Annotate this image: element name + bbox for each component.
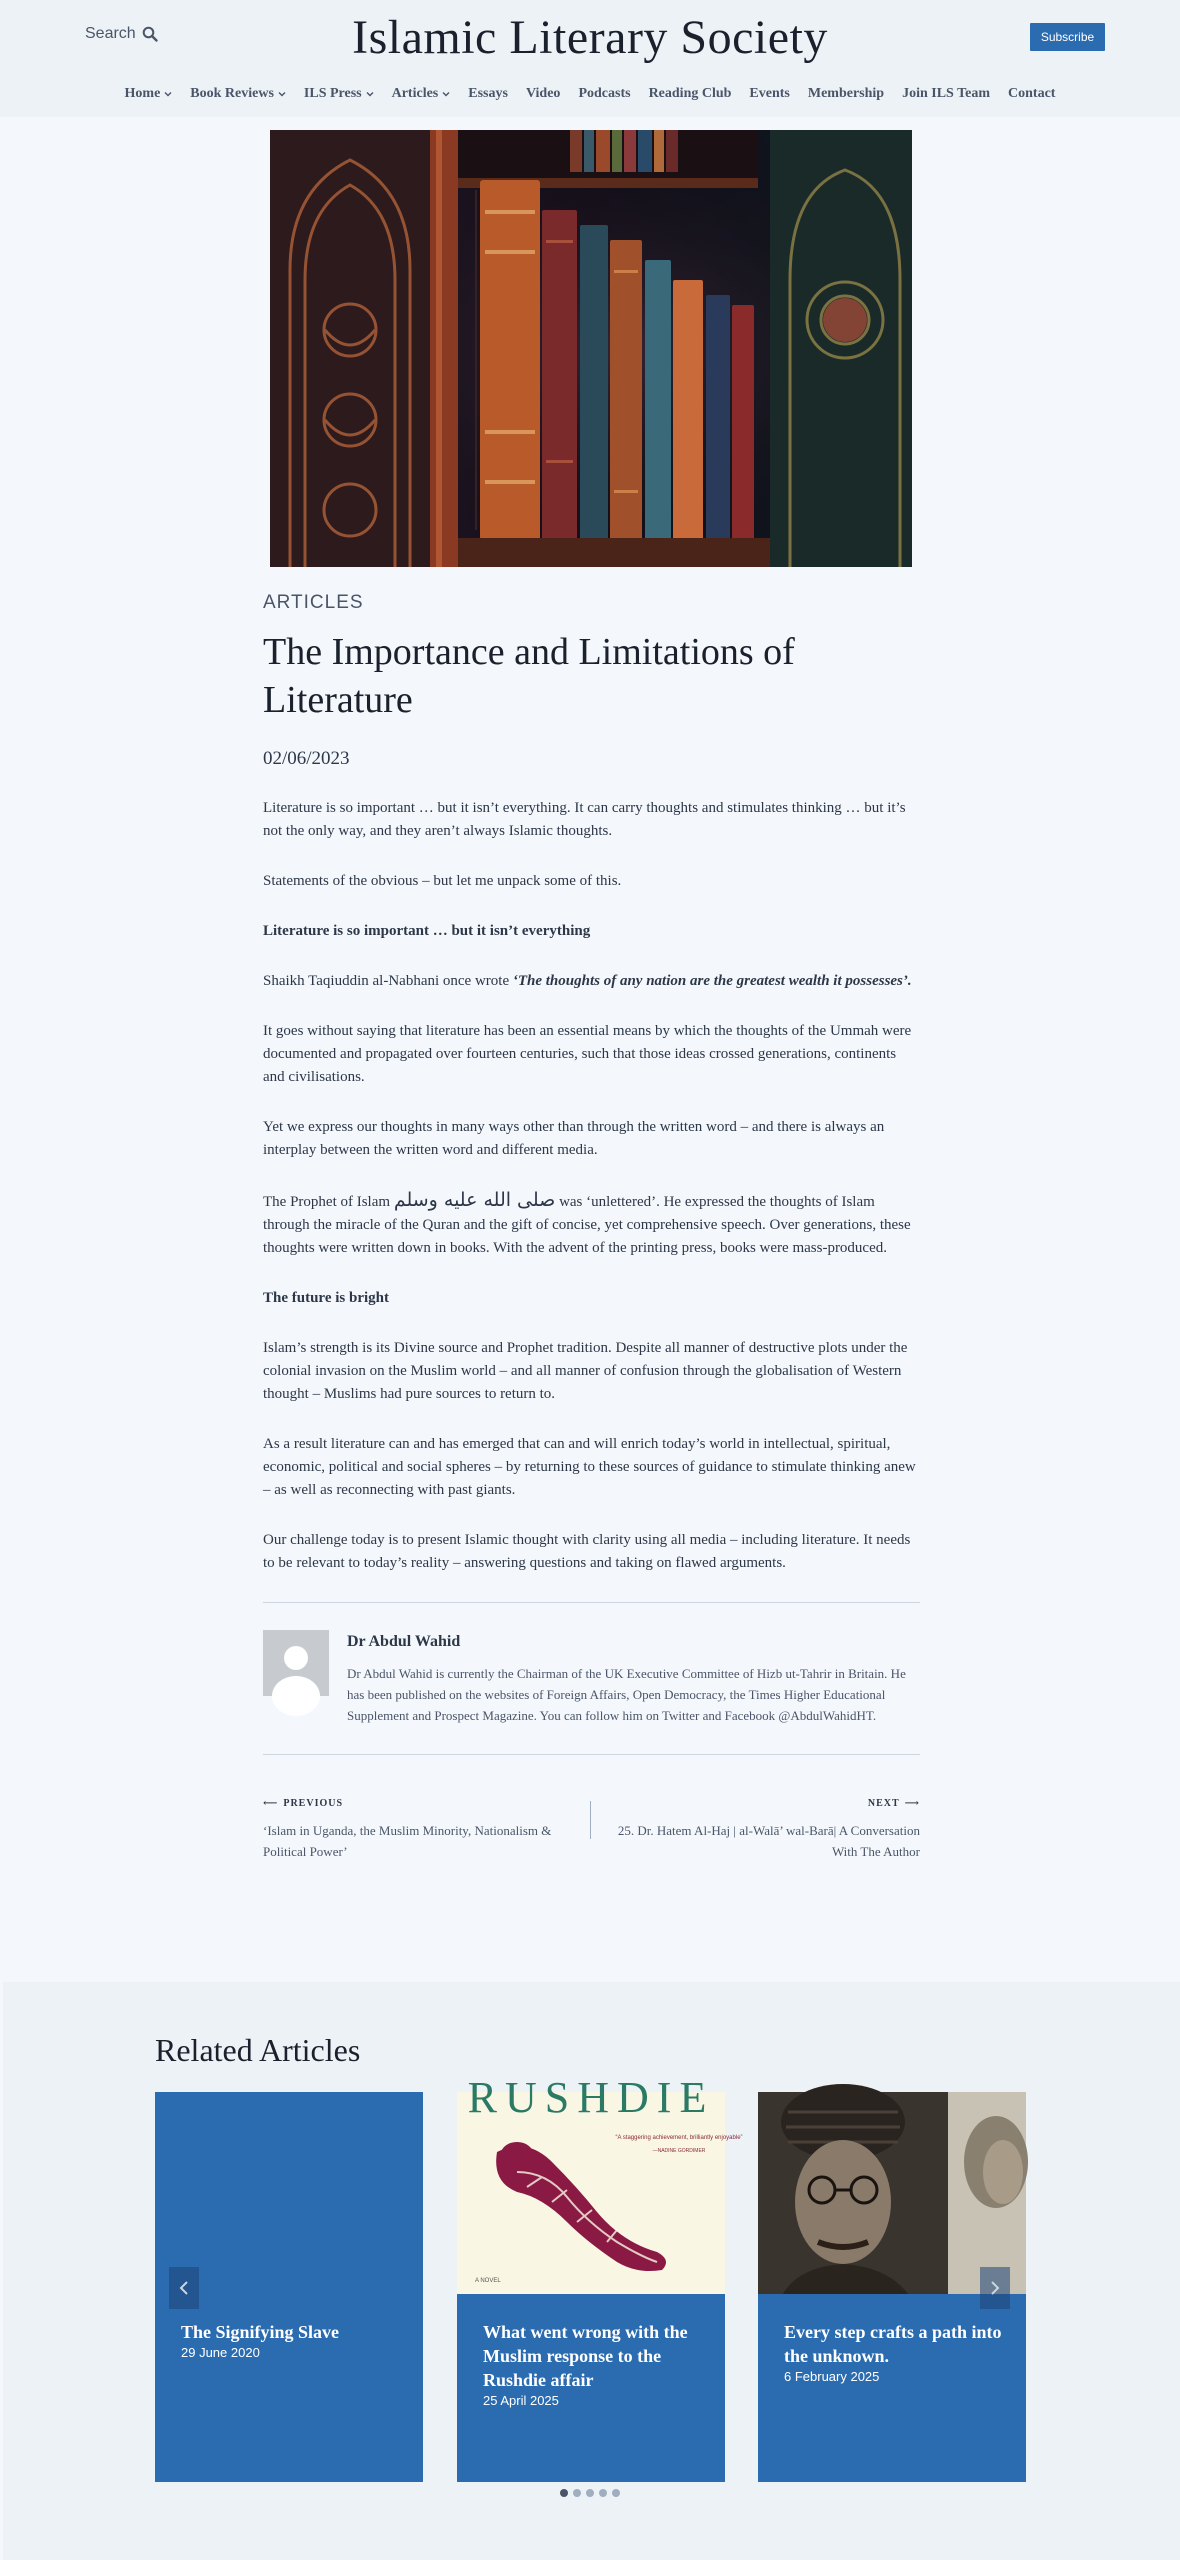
card-title: What went wrong with the Muslim response to the Rushdie affair bbox=[483, 2322, 688, 2390]
article-category[interactable]: ARTICLES bbox=[263, 592, 364, 613]
arrow-left-icon: ⟵ bbox=[263, 1798, 279, 1809]
previous-post-title: ‘Islam in Uganda, the Muslim Minority, Nationalism & Political Power’ bbox=[263, 1823, 552, 1859]
article-date: 02/06/2023 bbox=[263, 748, 350, 769]
card-title: Every step crafts a path into the unknown. bbox=[784, 2322, 1002, 2366]
article bbox=[263, 592, 920, 1862]
nav-label: Book Reviews bbox=[190, 86, 274, 101]
nav-item-contact[interactable] bbox=[999, 86, 1064, 102]
nav-item-membership[interactable] bbox=[799, 86, 893, 102]
nav-item-video[interactable] bbox=[517, 86, 569, 102]
section-heading: Literature is so important … but it isn’t everything bbox=[263, 923, 591, 939]
section-heading: The future is bright bbox=[263, 1290, 389, 1306]
next-label: NEXT bbox=[867, 1798, 900, 1809]
nav-label: Essays bbox=[468, 86, 508, 101]
subscribe-button[interactable]: Subscribe bbox=[1030, 23, 1105, 51]
divider bbox=[263, 1754, 920, 1755]
paragraph-text: The Prophet of Islam bbox=[263, 1194, 394, 1210]
nav-label: Podcasts bbox=[578, 86, 631, 101]
carousel-dots bbox=[0, 2489, 1180, 2497]
nav-label: Home bbox=[124, 86, 161, 101]
paragraph: Yet we express our thoughts in many ways other than through the written word – and there is always an interplay between the written word and different media. bbox=[263, 1119, 885, 1158]
nav-item-join-ils-team[interactable] bbox=[893, 86, 999, 102]
nav-item-ils-press[interactable] bbox=[295, 86, 383, 102]
chevron-down-icon bbox=[442, 90, 450, 98]
carousel-dot[interactable] bbox=[612, 2489, 620, 2497]
related-card[interactable] bbox=[457, 2073, 743, 2482]
cover-tag: A NOVEL bbox=[475, 2278, 501, 2284]
paragraph bbox=[263, 1189, 920, 1260]
previous-post-link[interactable] bbox=[263, 1793, 591, 1862]
card-date: 6 February 2025 bbox=[784, 2369, 880, 2384]
author-name[interactable]: Dr Abdul Wahid bbox=[347, 1633, 461, 1650]
chevron-left-icon bbox=[179, 2281, 189, 2295]
site-title[interactable]: Islamic Literary Society bbox=[352, 11, 828, 64]
cover-title: RUSHDIE bbox=[467, 2073, 715, 2122]
paragraph: Statements of the obvious – but let me unpack some of this. bbox=[263, 873, 622, 889]
cover-blurb: “A staggering achievement, brilliantly enjoyable” bbox=[615, 2135, 743, 2141]
main-nav bbox=[0, 86, 1180, 102]
site-header bbox=[0, 0, 1180, 117]
nav-label: Articles bbox=[391, 86, 439, 101]
paragraph: Islam’s strength is its Divine source and Prophet tradition. Despite all manner of destructive plots under the colonial invasion on the Muslim world – and all manner of confusion through the globalisation of Western thought – Muslims had pure sources to return to. bbox=[263, 1340, 908, 1402]
avatar bbox=[263, 1630, 329, 1696]
carousel-dot[interactable] bbox=[599, 2489, 607, 2497]
hero-image bbox=[270, 130, 912, 567]
nav-item-home[interactable] bbox=[116, 86, 182, 102]
nav-item-book-reviews[interactable] bbox=[181, 86, 295, 102]
paragraph: Literature is so important … but it isn’t everything. It can carry thoughts and stimulates thinking … but it’s not the only way, and they aren’t always Islamic thoughts. bbox=[263, 800, 906, 839]
arabic-salutation: صلى الله عليه وسلم bbox=[393, 1189, 556, 1211]
author-bio: Dr Abdul Wahid is currently the Chairman of the UK Executive Committee of Hizb ut-Tahrir in Britain. He has been published on the websites of Foreign Affairs, Open Democracy, the Times Higher Educational Supplement and Prospect Magazine. You can follow him on Twitter and Facebook @AbdulWahidHT. bbox=[347, 1666, 906, 1723]
paragraph bbox=[263, 970, 920, 993]
card-title: The Signifying Slave bbox=[181, 2322, 340, 2342]
search-label: Search bbox=[85, 25, 136, 42]
previous-label: PREVIOUS bbox=[283, 1798, 344, 1809]
post-navigation bbox=[263, 1793, 920, 1862]
post-nav-separator bbox=[590, 1801, 591, 1839]
quote: ‘The thoughts of any nation are the greatest wealth it possesses’. bbox=[512, 973, 912, 989]
nav-label: Join ILS Team bbox=[902, 86, 991, 101]
author-box bbox=[263, 1603, 920, 1754]
card-date: 25 April 2025 bbox=[483, 2393, 559, 2408]
paragraph: It goes without saying that literature has been an essential means by which the thoughts of the Ummah were documented and propagated over fourteen centuries, such that those ideas crossed generations, continents and civilisations. bbox=[263, 1023, 912, 1085]
nav-label: ILS Press bbox=[303, 86, 362, 101]
book-cover-image bbox=[457, 2073, 743, 2294]
user-silhouette-icon bbox=[263, 1630, 329, 1696]
nav-item-articles[interactable] bbox=[383, 86, 460, 102]
chevron-down-icon bbox=[366, 90, 374, 98]
paragraph-text: was ‘unlettered’. He expressed the thoughts of Islam through the miracle of the Quran and the gift of concise, yet comprehensive speech. Over generations, these thoughts were written down in books. With the advent of the printing press, books were mass-produced. bbox=[263, 1194, 911, 1256]
card-date: 29 June 2020 bbox=[181, 2345, 260, 2360]
article-body bbox=[263, 797, 920, 1575]
card-image bbox=[457, 2073, 743, 2294]
chevron-down-icon bbox=[164, 90, 172, 98]
next-post-link[interactable] bbox=[592, 1793, 920, 1862]
nav-item-reading-club[interactable] bbox=[640, 86, 741, 102]
article-title: The Importance and Limitations of Literature bbox=[263, 631, 795, 721]
arrow-right-icon: ⟶ bbox=[904, 1798, 920, 1809]
carousel-dot[interactable] bbox=[560, 2489, 568, 2497]
nav-label: Video bbox=[525, 86, 561, 101]
paragraph-text: Shaikh Taqiuddin al-Nabhani once wrote bbox=[263, 973, 513, 989]
carousel-dot[interactable] bbox=[573, 2489, 581, 2497]
card-image bbox=[758, 2092, 1026, 2294]
chevron-down-icon bbox=[278, 90, 286, 98]
nav-label: Events bbox=[749, 86, 790, 101]
bookshelf-illustration bbox=[270, 130, 912, 567]
portrait-photo bbox=[758, 2092, 1026, 2294]
paragraph: As a result literature can and has emerged that can and will enrich today’s world in intellectual, spiritual, economic, political and social spheres – by returning to these sources of guidance to stimulate thinking anew – as well as reconnecting with past giants. bbox=[263, 1436, 916, 1498]
related-heading: Related Articles bbox=[155, 2032, 361, 2068]
chevron-right-icon bbox=[990, 2281, 1000, 2295]
nav-item-podcasts[interactable] bbox=[569, 86, 639, 102]
nav-item-essays[interactable] bbox=[459, 86, 517, 102]
carousel-dot[interactable] bbox=[586, 2489, 594, 2497]
nav-label: Contact bbox=[1008, 86, 1056, 101]
carousel-prev-button[interactable] bbox=[169, 2267, 199, 2309]
nav-label: Reading Club bbox=[648, 86, 732, 101]
nav-item-events[interactable] bbox=[740, 86, 798, 102]
next-post-title: 25. Dr. Hatem Al-Haj | al-Walā’ wal-Barā| A Conversation With The Author bbox=[617, 1823, 920, 1859]
nav-label: Membership bbox=[807, 86, 885, 101]
cover-credit: —NADINE GORDIMER bbox=[652, 2148, 706, 2154]
carousel-next-button[interactable] bbox=[980, 2267, 1010, 2309]
paragraph: Our challenge today is to present Islamic thought with clarity using all media – including literature. It needs to be relevant to today’s reality – answering questions and taking on flawed arguments. bbox=[263, 1532, 911, 1571]
